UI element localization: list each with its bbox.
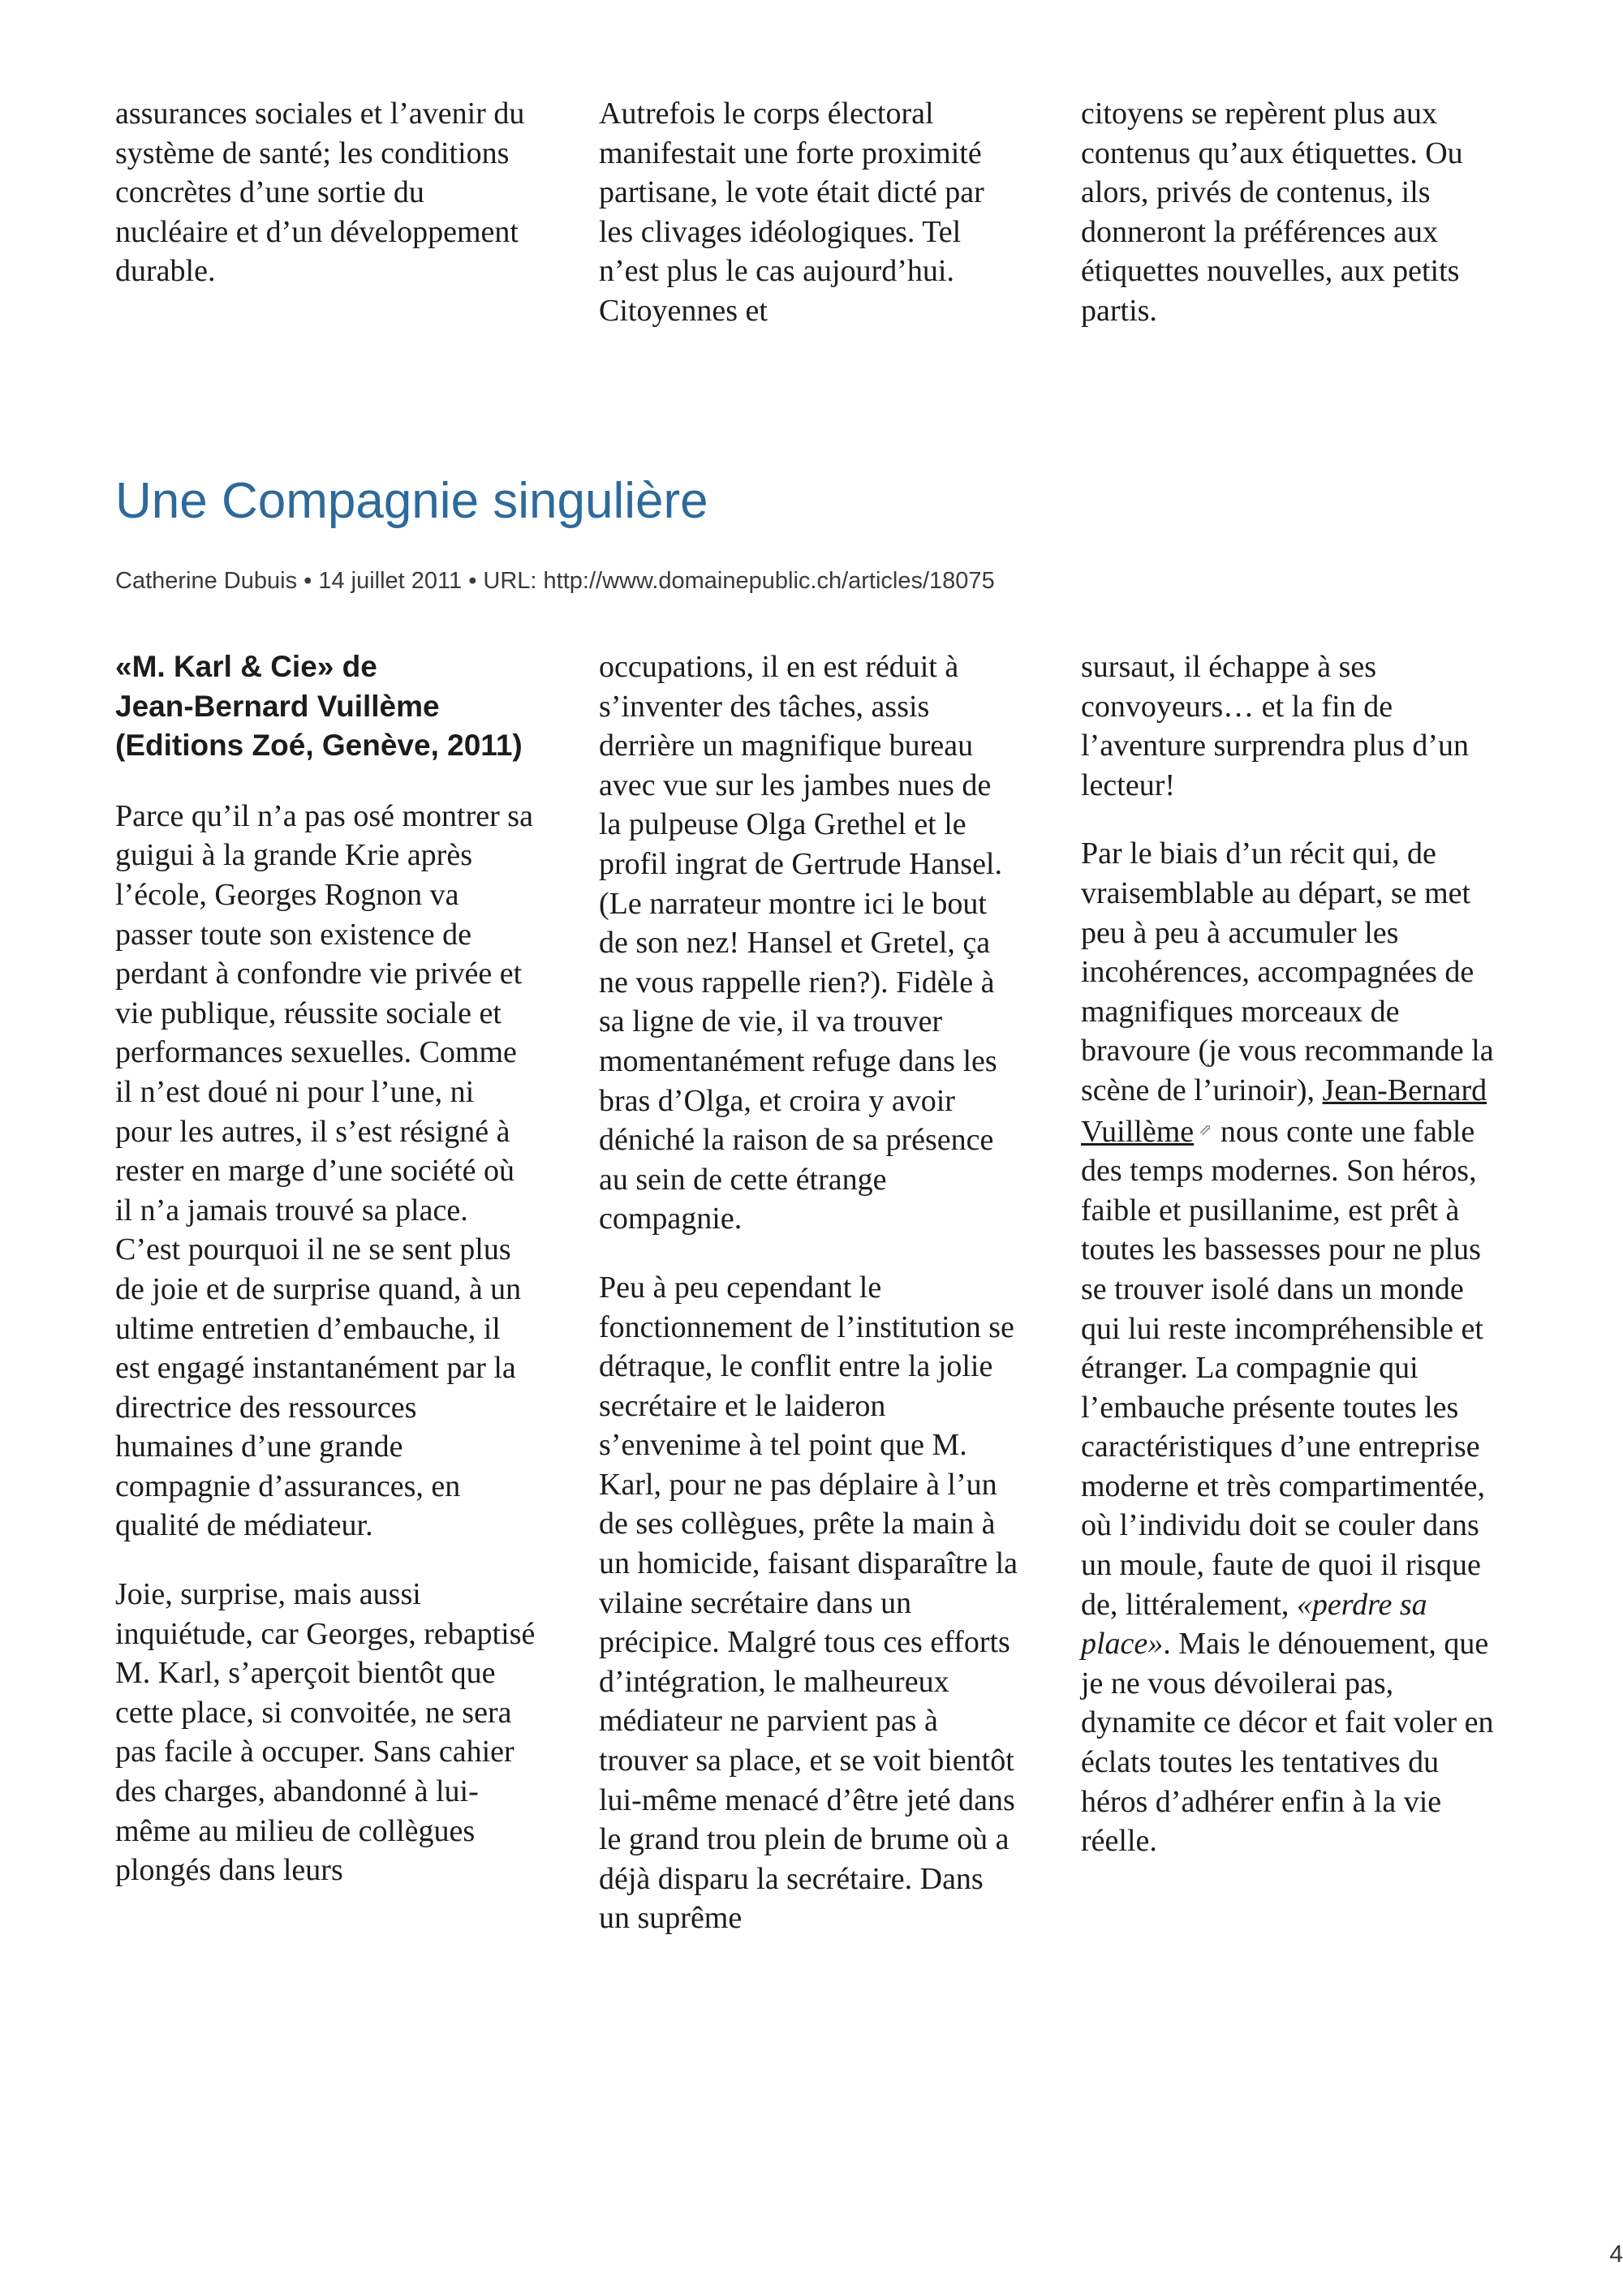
paragraph [1081,834,1503,1860]
page-number: 4 [1609,2241,1623,2268]
top-paragraph-3: citoyens se repèrent plus aux contenus qu’aux étiquettes. Ou alors, privés de contenus, ils donneront la préférences aux étiquettes nouvelles, aux petits partis. [1081,97,1463,328]
emphasis: «perdre sa place» [1081,1587,1427,1662]
top-column-2 [599,94,1021,331]
paragraph: Peu à peu cependant le fonctionnement de l’institution se détraque, le conflit entre la jolie secrétaire et le laideron s’envenime à tel point que M. Karl, pour ne pas déplaire à l’un de ses collègues, prête la main à un homicide, faisant disparaître la vilaine secrétaire dans un précipice. Malgré tous ces efforts d’intégration, le malheureux médiateur ne parvient pas à trouver sa place, et se voit bientôt lui-même menacé d’être jeté dans le grand trou plein de brume où a déjà disparu la secrétaire. Dans un suprême [599,1270,1018,1936]
book-publisher-line: (Editions Zoé, Genève, 2011) [115,729,523,763]
book-author-line: Jean-Bernard Vuillème [115,689,440,723]
paragraph-text: . Mais le dénouement, que je ne vous dévoilerai pas, dynamite ce décor et fait voler en éclats toutes les tentatives du héros d’adhérer enfin à la vie réelle. [1081,1627,1494,1859]
paragraph: Joie, surprise, mais aussi inquiétude, car Georges, rebaptisé M. Karl, s’aperçoit bientôt que cette place, si convoitée, ne sera pas facile à occuper. Sans cahier des charges, abandonné à lui-même au milieu de collègues plongés dans leurs [115,1577,536,1888]
top-paragraph-2: Autrefois le corps électoral manifestait une forte proximité partisane, le vote était dicté par les clivages idéologiques. Tel n’est plus le cas aujourd’hui. Citoyennes et [599,97,984,328]
top-column-1 [115,94,537,291]
author-link[interactable]: Jean-Bernard Vuillème [1081,1073,1487,1149]
book-reference [115,647,537,766]
article-column-3 [1081,647,1503,1861]
article-title: Une Compagnie singulière [115,473,708,529]
top-paragraph-1: assurances sociales et l’avenir du système de santé; les conditions concrètes d’une sortie du nucléaire et d’un développement durable. [115,97,525,289]
top-column-3 [1081,94,1503,331]
paragraph: Parce qu’il n’a pas osé montrer sa guigui à la grande Krie après l’école, Georges Rognon va passer toute son existence de perdant à confondre vie privée et vie publique, réussite sociale et performances sexuelles. Comme il n’est doué ni pour l’une, ni pour les autres, il s’est résigné à rester en marge d’une société où il n’a jamais trouvé sa place. C’est pourquoi il ne se sent plus de joie et de surprise quand, à un ultime entretien d’embauche, il est engagé instantanément par la directrice des ressources humaines d’une grande compagnie d’assurances, en qualité de médiateur. [115,798,533,1543]
paragraph-text: Par le biais d’un récit qui, de vraisemblable au départ, se met peu à peu à accumuler les incohérences, accompagnées de magnifiques morceaux de bravoure (je vous recommande la scène de l’urinoir), [1081,836,1494,1107]
article-column-2 [599,647,1021,1938]
paragraph-text: nous conte une fable des temps modernes. Son héros, faible et pusillanime, est prêt à toutes les bassesses pour ne plus se trouver isolé dans un monde qui lui reste incompréhensible et étranger. La compagnie qui l’embauche présente toutes les caractéristiques d’une entreprise moderne et très compartimentée, où l’individu doit se couler dans un moule, faute de quoi il risque de, littéralement, [1081,1114,1486,1622]
book-title-line: «M. Karl & Cie» de [115,650,377,683]
article-byline: Catherine Dubuis • 14 juillet 2011 • URL: http://www.domainepublic.ch/articles/18075 [115,568,995,594]
paragraph: occupations, il en est réduit à s’inventer des tâches, assis derrière un magnifique bureau avec vue sur les jambes nues de la pulpeuse Olga Grethel et le profil ingrat de Gertrude Hansel. (Le narrateur montre ici le bout de son nez! Hansel et Gretel, ça ne vous rappelle rien?). Fidèle à sa ligne de vie, il va trouver momentanément refuge dans les bras d’Olga, et croira y avoir déniché la raison de sa présence au sein de cette étrange compagnie. [599,650,1002,1236]
external-link-icon: ⇗ [1199,1120,1212,1139]
paragraph: sursaut, il échappe à ses convoyeurs… et la fin de l’aventure surprendra plus d’un lecteur! [1081,650,1470,802]
article-column-1 [115,647,537,1890]
